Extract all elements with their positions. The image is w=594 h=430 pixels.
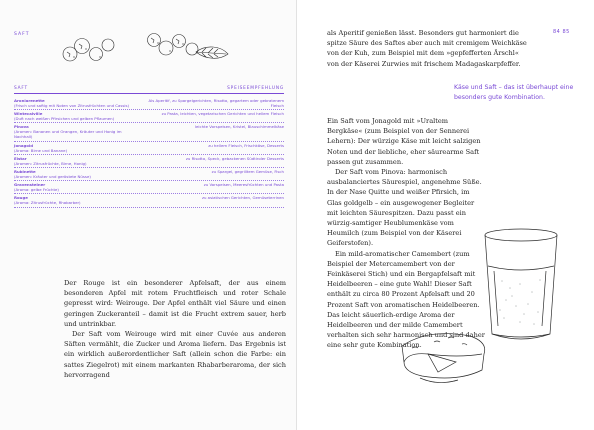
juice-note: (Aromen: Zitrusfrüchte, Birne, Honig) [14,160,87,166]
juice-note: (Aromen: Kräuter und geröstete Nüsse) [14,173,91,179]
pairing-text: Als Aperitif, zu Spargelgerichten, Risotto, gegartem oder gebratenem Fleisch [148,97,284,108]
table-row [14,123,284,141]
juice-note: (Duft nach weißen Pfirsichen und gelben Pflaumen) [14,116,115,122]
pairing-text: leichte Vorspeisen, Kristel, Blauschimmelkäse [194,124,284,130]
table-row [14,155,284,168]
blueberry-illustration [56,26,232,74]
blueberry [159,41,173,55]
pairing-text: zu Risotto, Speck, gebackenen Südtiroler Desserts [185,155,284,161]
paragraph: Der Rouge ist ein besonderer Apfelsaft, der aus einem besonderen Apfel mit rotem Fruchtfleisch und roter Schale gepresst wird: Weirouge. Der Apfel enthält viel Säure und einen geringen Zuckeranteil – damit ist die Frucht extrem sauer, herb und untrinkbar. [64,279,286,328]
juice-glass-illustration [480,226,562,346]
table-row [14,142,284,155]
left-body-text [64,278,286,380]
right-body-text [327,116,485,351]
juice-pairing-table [14,86,284,208]
juice-note: (Frisch und saftig mit Noten von Zitrusfrüchten und Cassis) [14,102,130,108]
paragraph: Der Saft vom Weirouge wird mit einer Cuvée aus anderen Säften vermählt, die Zucker und Aroma liefern. Das Ergebnis ist ein wirklich außerordentlicher Saft (allein schon die Farbe: ein sattes Ziegelrot) mit einem markanten Rhabarberaroma, der sich hervorragend [64,330,286,379]
juice-name: Pinova [14,124,29,130]
table-row [14,110,284,123]
pull-quote: Käse und Saft – das ist überhaupt eine besonders gute Kombination. [454,84,574,101]
juice-note: (Aroma: Birne und Banane) [14,147,68,153]
pairing-text: zu Vorspeisen, Meeresfrüchten und Pasta [203,182,284,188]
table-header-saft: SAFT [14,86,28,91]
pairing-text: zu Spargel, gegrilltem Gemüse, Fisch [211,168,284,174]
blueberry [102,39,114,51]
running-head: SAFT [14,32,30,37]
paragraph: Ein mild-aromatischer Camembert (zum Beispiel der Metercamembert von der Feinkäserei Stich) und ein Bergapfelsaft mit Heidelbeeren – eine gute Wahl! Dieser Saft enthält zu circa 80 Prozent Apfelsaft und 20 Prozent Saft von aromatischen Heidelbeeren. Das leicht säuerlich-erdige Aroma der Heidelbeeren und der milde Camembert verhalten sich sehr harmonisch und sind daher eine sehr gute Kombination. [327,249,485,350]
table-header [14,86,284,94]
table-header-speiseempfehlung: SPEISEEMPFEHLUNG [227,86,284,91]
table-row [14,194,284,207]
table-row [14,181,284,194]
camembert-illustration [398,318,490,388]
paragraph: Der Saft vom Pinova: harmonisch ausbalanciertes Säurespiel, angenehme Süße. In der Nase Quitte und weißer Pfirsich, im Glas goldgelb – ein ausgewogener Begleiter mit leichten Säurespitzen. Dazu passt ein würzig-samtiger Heublumenkäse vom Heumilch (zum Beispiel von der Käserei Geiferstofen). [327,168,482,248]
pairing-text: zu asiatischen Gerichten, Gemüseterrinen [201,195,284,201]
pairing-text: zu Pasta, leichten, vegetarischen Gerichten und hellem Fleisch [161,111,284,117]
juice-name: Rubinette [14,168,36,174]
juice-name: Aroniarenette [14,97,45,103]
blueberry [186,43,198,55]
pairing-text: zu hellem Fleisch, Frischkäse, Desserts [208,142,284,148]
juice-note: (Aroma: Zitrusfrüchte, Rhabarber) [14,200,81,206]
juice-name: Rouge [14,195,28,201]
juice-name: Jonagold [14,142,34,148]
juice-note: (Aromen: Bananen und Orangen, Kräuter und Honig im Nachhall) [14,129,122,140]
page-numbers: 84 85 [553,29,570,35]
cheese-wedge-cut [428,354,456,372]
paragraph: Ein Saft vom Jonagold mit »Uraltem Bergkäse« (zum Beispiel von der Sennerei Lehern): Der würzige Käse mit leicht salzigen Noten und der liebliche, eher säurearme Saft passen gut zusammen. [327,117,481,166]
blueberry [90,48,103,61]
table-row [14,97,284,110]
juice-name: Elstar [14,155,27,161]
juice-name: Gravensteiner [14,182,46,188]
juice-name: Wintecalville [14,111,43,117]
juice-note: (Aroma: gelbe Früchte) [14,187,59,193]
right-intro-text: als Aperitif genießen lässt. Besonders gut harmoniert die spitze Säure des Saftes aber auch mit cremigem Weichkäse von der Kuh, zum Beispiel mit dem »gepfefferten Ärschl« von der Käserei Zurwies mit frischem Madagaskarpfeffer. [327,29,527,68]
table-row [14,168,284,181]
